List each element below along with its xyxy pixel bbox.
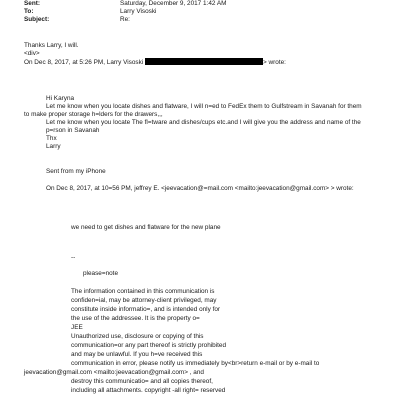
quote-header-1-suffix: > wrote: <box>263 59 286 66</box>
disclaimer-line: including all attachments. copyright -all right= reserved <box>71 387 226 394</box>
sent-row <box>24 0 394 8</box>
disclaimer-line: The information contained in this communication is <box>71 288 215 295</box>
disclaimer-line: jeevacation@gmail.com <mailto:jeevacation@gmail.com> , and <box>24 369 204 376</box>
disclaimer-line: the use of the addressee. It is the property o= <box>71 315 200 322</box>
to-label: To: <box>24 8 34 16</box>
disclaimer-line: Unauthorized use, disclosure or copying of this <box>71 333 204 340</box>
sent-label: Sent: <box>24 0 40 7</box>
disclaimer-line: communication in error, please notify us immediately by<br>return e-mail or by e-mail to <box>71 360 320 367</box>
quote-header-1 <box>24 58 286 67</box>
quote-header-1-prefix: On Dec 8, 2017, at 5:26 PM, Larry Visoski <box>24 59 144 66</box>
disclaimer-line: destroy this communicatio= and all copies thereof, <box>71 378 213 385</box>
disclaimer-line: and may be unlawful. If you h=ve received this <box>71 351 203 358</box>
reply-text: Thanks Larry, I will. <box>24 42 79 49</box>
div-tag-text: <div> <box>24 50 40 57</box>
message-line: Thx <box>46 135 57 142</box>
message-line: to make proper storage h=lders for the drawers,,, <box>24 111 163 118</box>
to-row <box>24 8 394 16</box>
redaction-block <box>145 58 263 65</box>
signature-name: Larry <box>46 143 61 150</box>
quote-header-2: On Dec 8, 2017, at 10=56 PM, jeffrey E. <jeevacation@=mail.com <mailto:jeevacation@gmail.com> > wrote: <box>46 185 354 192</box>
disclaimer-line: communication=or any part thereof is strictly prohibited <box>71 342 227 349</box>
subject-value: Re: <box>120 16 130 24</box>
message-line: p=rson in Savanah <box>46 127 100 134</box>
email-header <box>24 0 394 25</box>
dash-separator: -- <box>71 254 76 261</box>
message-line: Let me know when you locate The fl=tware and dishes/cups etc.and I will give you the address and name of the <box>46 119 361 126</box>
disclaimer-line: JEE <box>71 324 83 331</box>
disclaimer-line: constitute inside informatio=, and is intended only for <box>71 306 221 313</box>
please-note: please=note <box>83 270 119 277</box>
greeting: Hi Karyna <box>46 95 75 102</box>
to-value: Larry Visoski <box>120 8 157 16</box>
message-line: Let me know when you locate dishes and flatware, I will n=ed to FedEx them to Gulfstream in Savanah for them <box>46 103 362 110</box>
subject-row <box>24 16 394 24</box>
subject-label: Subject: <box>24 16 50 24</box>
sent-value: Saturday, December 9, 2017 1:42 AM <box>120 0 227 7</box>
inner-message: we need to get dishes and flatware for the new plane <box>71 224 221 231</box>
sent-from-line: Sent from my iPhone <box>46 168 106 175</box>
disclaimer-line: confiden=ial, may be attorney-client privileged, may <box>71 297 217 304</box>
